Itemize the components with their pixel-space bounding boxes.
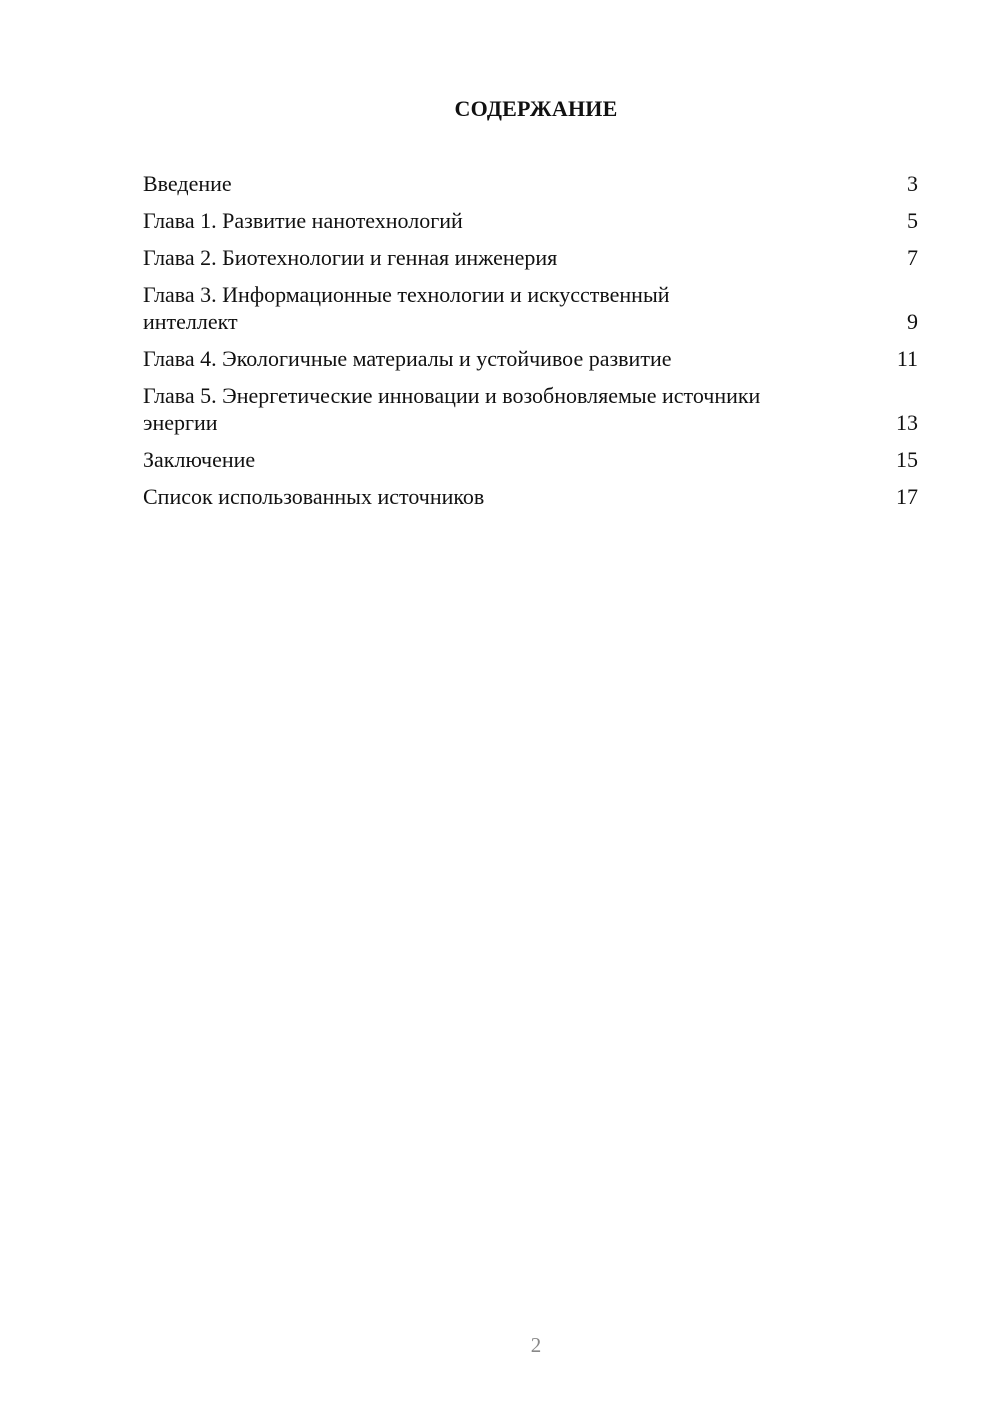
- toc-entry-text: Введение: [143, 171, 232, 196]
- toc-entry-chapter-1: [143, 207, 918, 234]
- toc-entry-chapter-5: [143, 382, 918, 436]
- page-title: СОДЕРЖАНИЕ: [454, 96, 618, 121]
- toc-entry-text: Заключение: [143, 447, 256, 472]
- toc-entry-page: 7: [907, 245, 918, 270]
- page-number: 2: [530, 1333, 542, 1357]
- toc-entry-page: 3: [907, 171, 918, 196]
- toc-entry-chapter-3: [143, 281, 918, 335]
- toc-entry-text: Глава 2. Биотехнологии и генная инженерия: [143, 245, 558, 270]
- toc-entry-text: Глава 3. Информационные технологии и искусственный интеллект: [143, 282, 670, 334]
- toc-entry-page: 15: [896, 447, 918, 472]
- toc-entry-introduction: [143, 170, 918, 197]
- toc-entry-page: 5: [907, 208, 918, 233]
- toc-entry-text: Глава 1. Развитие нанотехнологий: [143, 208, 463, 233]
- toc-entry-chapter-4: [143, 345, 918, 372]
- toc-entry-chapter-2: [143, 244, 918, 271]
- table-of-contents: [143, 170, 918, 520]
- toc-entry-conclusion: [143, 446, 918, 473]
- toc-entry-page: 17: [896, 484, 918, 509]
- toc-entry-text: Глава 5. Энергетические инновации и возобновляемые источники энергии: [143, 383, 761, 435]
- toc-entry-references: [143, 483, 918, 510]
- toc-entry-page: 11: [896, 346, 918, 371]
- toc-entry-page: 9: [907, 309, 918, 334]
- toc-entry-text: Глава 4. Экологичные материалы и устойчивое развитие: [143, 346, 672, 371]
- toc-entry-text: Список использованных источников: [143, 484, 485, 509]
- toc-entry-page: 13: [896, 410, 918, 435]
